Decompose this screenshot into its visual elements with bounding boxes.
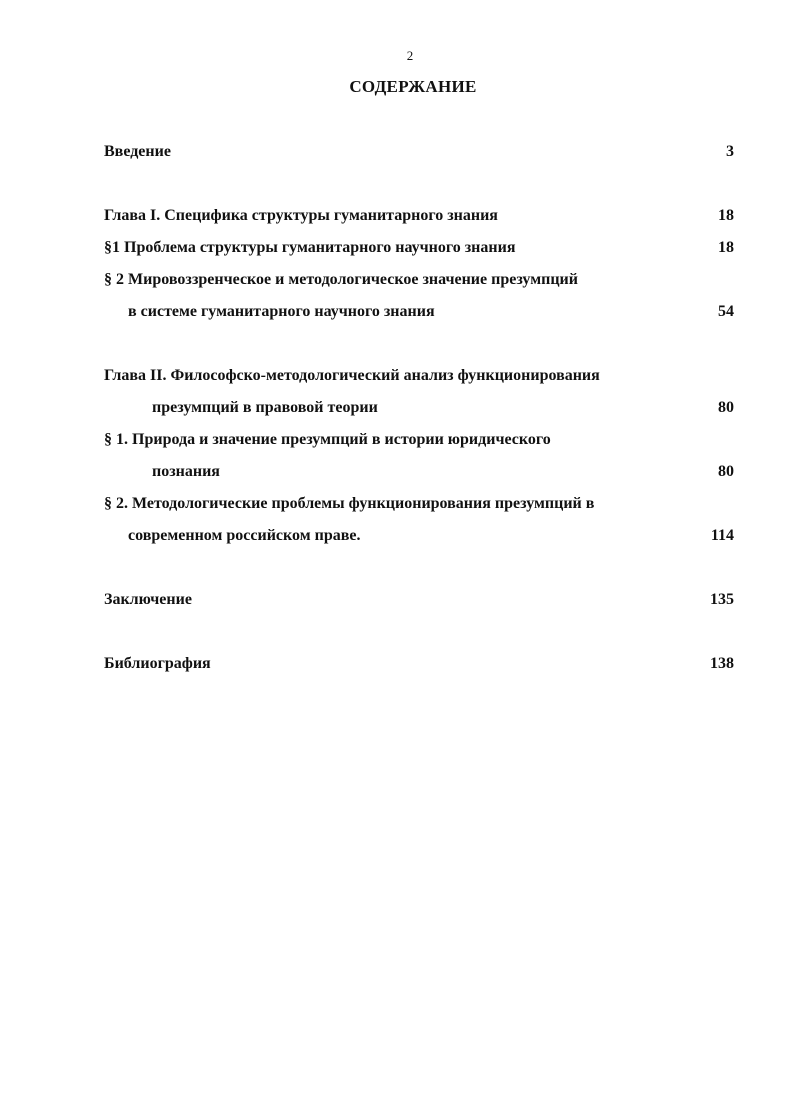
toc-entry-text: познания	[152, 463, 220, 480]
toc-entry-section-1-1	[104, 239, 734, 261]
toc-entry-chapter-2	[104, 367, 734, 389]
toc-entry-section-2-2	[104, 495, 734, 517]
toc-entry-section-1-2-cont	[104, 303, 734, 325]
toc-entry-page: 80	[718, 463, 734, 480]
toc-entry-text: Глава II. Философско-методологический анализ функционирования	[104, 367, 600, 384]
toc-entry-text: §1 Проблема структуры гуманитарного научного знания	[104, 239, 516, 256]
toc-entry-conclusion	[104, 591, 734, 613]
toc-entry-introduction	[104, 143, 734, 165]
toc-entry-page: 54	[718, 303, 734, 320]
toc-entry-bibliography	[104, 655, 734, 677]
toc-entry-section-2-2-cont	[104, 527, 734, 549]
toc-entry-text: презумпций в правовой теории	[152, 399, 378, 416]
toc-entry-text: Заключение	[104, 591, 192, 608]
toc-entry-page: 18	[718, 239, 734, 256]
toc-entry-text: современном российском праве.	[128, 527, 361, 544]
toc-entry-chapter-2-cont	[104, 399, 734, 421]
toc-entry-page: 135	[710, 591, 734, 608]
toc-entry-section-2-1	[104, 431, 734, 453]
toc-entry-text: § 2 Мировоззренческое и методологическое значение презумпций	[104, 271, 578, 288]
toc-entry-page: 114	[710, 527, 734, 544]
toc-entry-page: 3	[726, 143, 734, 160]
toc-entry-text: Библиография	[104, 655, 211, 672]
toc-entry-page: 138	[710, 655, 734, 672]
toc-entry-text: § 2. Методологические проблемы функционирования презумпций в	[104, 495, 595, 512]
toc-entry-text: § 1. Природа и значение презумпций в истории юридического	[104, 431, 551, 448]
toc-entry-page: 80	[718, 399, 734, 416]
toc-title: СОДЕРЖАНИЕ	[349, 77, 477, 96]
toc-entry-chapter-1	[104, 207, 734, 229]
toc-entry-section-2-1-cont	[104, 463, 734, 485]
toc-entry-text: в системе гуманитарного научного знания	[128, 303, 435, 320]
toc-entry-section-1-2	[104, 271, 734, 293]
toc-entry-page: 18	[718, 207, 734, 224]
page-number: 2	[406, 48, 414, 63]
toc-entry-text: Глава I. Специфика структуры гуманитарного знания	[104, 207, 498, 224]
toc-entry-text: Введение	[104, 143, 171, 160]
